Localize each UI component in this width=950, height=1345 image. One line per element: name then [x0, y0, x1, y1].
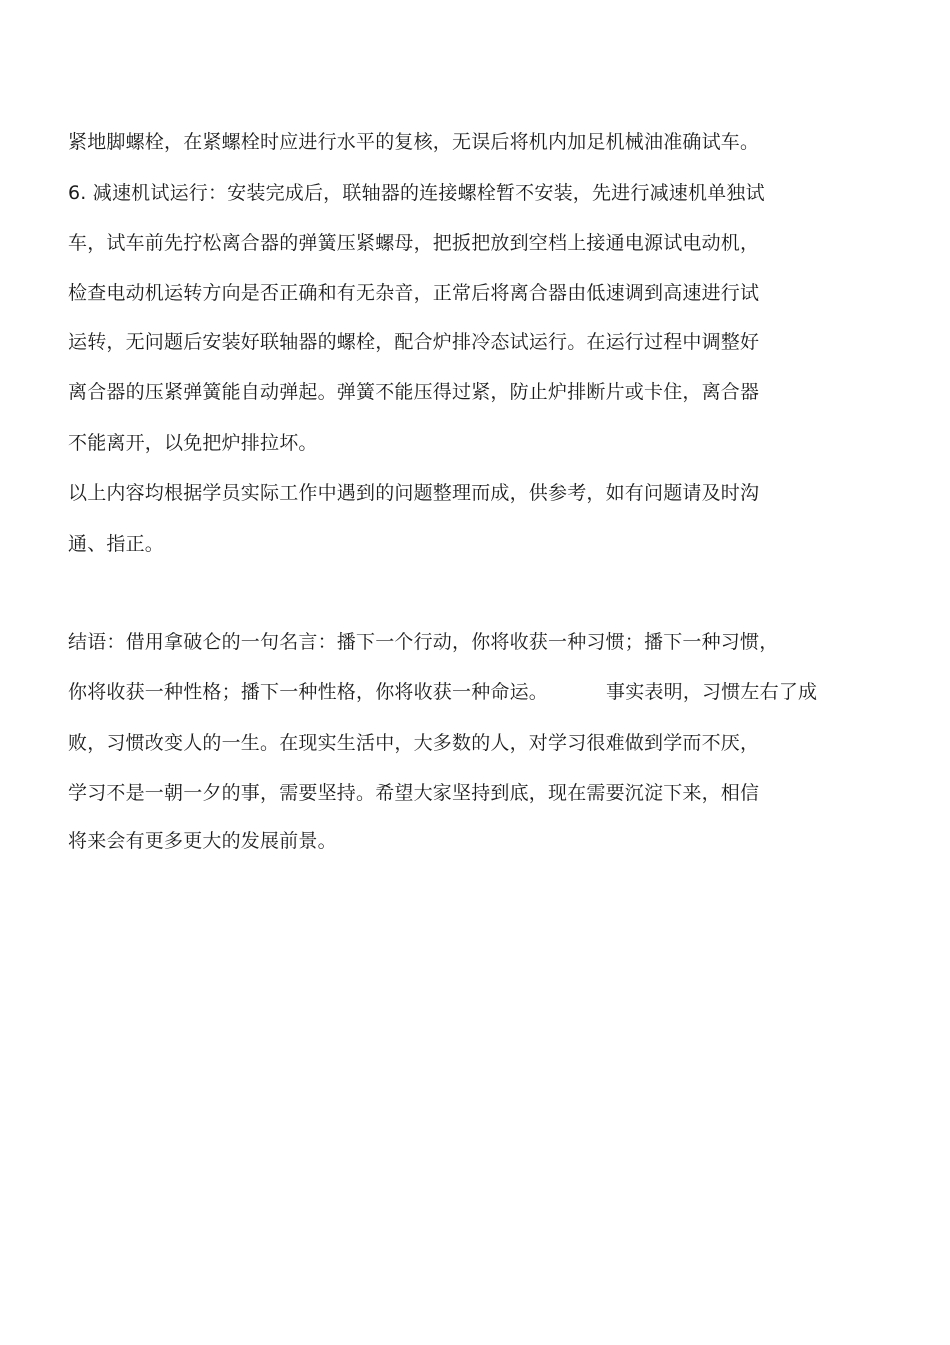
body-line-8: 以上内容均根据学员实际工作中遇到的问题整理而成，供参考，如有问题请及时沟 [68, 482, 760, 504]
body-line-4: 检查电动机运转方向是否正确和有无杂音，正常后将离合器由低速调到高速进行试 [68, 282, 760, 304]
body-line-1: 紧地脚螺栓，在紧螺栓时应进行水平的复核，无误后将机内加足机械油准确试车。 [68, 131, 760, 153]
conclusion-line-2 [68, 680, 817, 704]
body-line-2: 6. 减速机试运行：安装完成后，联轴器的连接螺栓暂不安装，先进行减速机单独试 [68, 182, 765, 204]
conclusion-line-3: 败，习惯改变人的一生。在现实生活中，大多数的人，对学习很难做到学而不厌， [68, 732, 760, 754]
body-line-5: 运转，无问题后安装好联轴器的螺栓，配合炉排冷态试运行。在运行过程中调整好 [68, 331, 760, 353]
body-line-6: 离合器的压紧弹簧能自动弹起。弹簧不能压得过紧，防止炉排断片或卡住，离合器 [68, 381, 760, 403]
conclusion-line-5: 将来会有更多更大的发展前景。 [68, 830, 337, 852]
conclusion-line-4: 学习不是一朝一夕的事，需要坚持。希望大家坚持到底，现在需要沉淀下来，相信 [68, 782, 760, 804]
conclusion-line-1: 结语：借用拿破仑的一句名言：播下一个行动，你将收获一种习惯；播下一种习惯， [68, 631, 779, 653]
conclusion-line-2-part-a: 你将收获一种性格；播下一种性格，你将收获一种命运。 [68, 681, 549, 703]
conclusion-line-2-part-b: 事实表明，习惯左右了成 [606, 681, 818, 703]
body-line-9: 通、指正。 [68, 533, 165, 555]
body-line-3: 车，试车前先拧松离合器的弹簧压紧螺母，把扳把放到空档上接通电源试电动机， [68, 232, 760, 254]
body-line-7: 不能离开，以免把炉排拉坏。 [68, 432, 318, 454]
